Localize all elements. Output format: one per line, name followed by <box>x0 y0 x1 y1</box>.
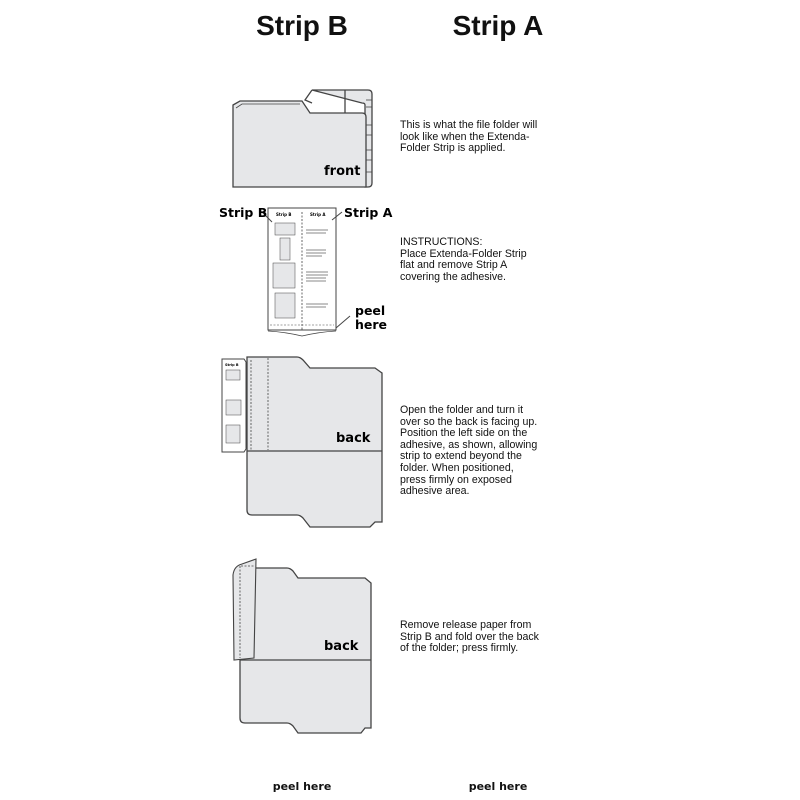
here-callout: here <box>355 317 388 332</box>
mini-strip-b-label: Strip B <box>276 212 292 217</box>
back-label: back <box>336 431 371 446</box>
extenda-strip-illustration <box>262 208 350 336</box>
mini-strip-b-label: Strip B <box>225 363 239 367</box>
peel-here-strip-b: peel here <box>272 780 332 793</box>
step-4-text: Remove release paper from Strip B and fold over the back of the folder; press firmly. <box>400 619 539 655</box>
strip-a-callout: Strip A <box>344 205 393 220</box>
peel-here-strip-a: peel here <box>468 780 528 793</box>
mini-strip-a-label: Strip A <box>310 212 326 217</box>
step-2-text: INSTRUCTIONS: Place Extenda-Folder Strip flat and remove Strip A covering the adhesive. <box>400 236 527 283</box>
peel-callout: peel <box>355 303 386 318</box>
strip-a-header: Strip A <box>452 10 544 41</box>
step-1-text: This is what the file folder will look like when the Extenda- Folder Strip is applied. <box>400 119 538 155</box>
strip-b-callout: Strip B <box>219 205 268 220</box>
back-label: back <box>324 639 359 654</box>
front-label: front <box>324 164 361 179</box>
strip-b-header: Strip B <box>256 10 348 41</box>
step-3-text: Open the folder and turn it over so the back is facing up. Position the left side on the adhesive, as shown, allowing strip to extend beyond the folder. When positioned, press firmly on exposed adhesive area. <box>400 404 538 498</box>
